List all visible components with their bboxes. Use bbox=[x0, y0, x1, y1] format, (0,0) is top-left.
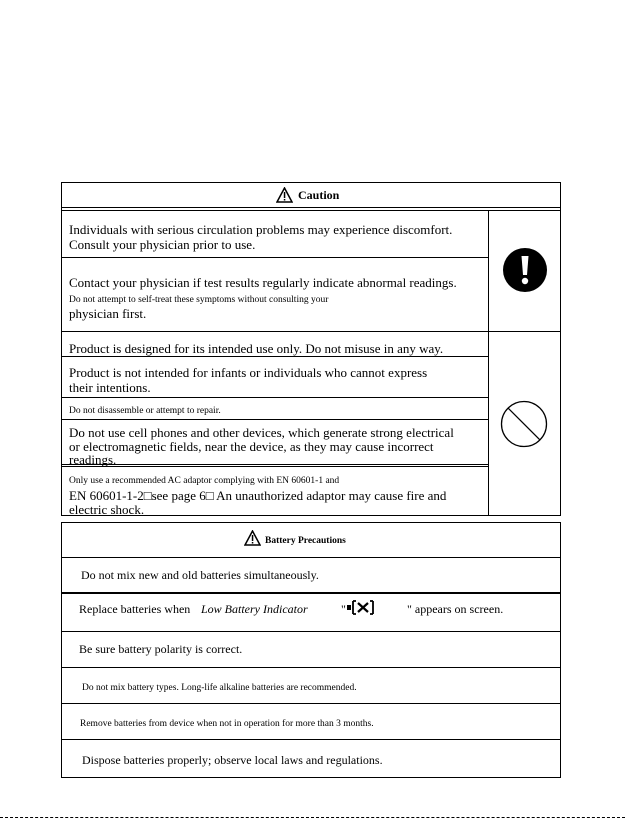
battery-row-2-italic: Low Battery Indicator bbox=[201, 602, 308, 616]
caution-row-2-tail: physician first. bbox=[69, 306, 147, 321]
battery-row-5: Remove batteries from device when not in operation for more than 3 months. bbox=[80, 719, 374, 729]
battery-row-6: Dispose batteries properly; observe local laws and regulations. bbox=[82, 753, 383, 767]
exclamation-icon bbox=[502, 247, 548, 293]
battery-row-2-text: Replace batteries when bbox=[79, 602, 191, 616]
low-battery-indicator-icon bbox=[347, 599, 379, 617]
battery-row-2-quote-close: " appears on screen. bbox=[407, 602, 504, 616]
warning-triangle-icon bbox=[276, 187, 293, 203]
caution-row-4-line-1: Product is not intended for infants or individuals who cannot express bbox=[69, 365, 428, 380]
prohibition-icon bbox=[500, 400, 548, 448]
caution-row-4-line-2: their intentions. bbox=[69, 380, 151, 395]
battery-row-4: Do not mix battery types. Long-life alkaline batteries are recommended. bbox=[82, 683, 357, 693]
caution-title: Caution bbox=[298, 188, 340, 202]
battery-title: Battery Precautions bbox=[265, 536, 346, 546]
caution-row-6-line-2: or electromagnetic fields, near the device, as they may cause incorrect bbox=[69, 439, 434, 454]
battery-row-2-quote-open: " bbox=[341, 602, 346, 616]
page-bottom-rule bbox=[0, 817, 625, 818]
caution-row-2-small: Do not attempt to self-treat these symptoms without consulting your bbox=[69, 295, 329, 305]
caution-row-6-line-1: Do not use cell phones and other devices, which generate strong electrical bbox=[69, 425, 454, 440]
warning-triangle-icon bbox=[244, 530, 261, 546]
caution-row-6-line-3: readings. bbox=[69, 452, 117, 467]
caution-row-7-line-2: electric shock. bbox=[69, 502, 145, 517]
caution-row-5-small: Do not disassemble or attempt to repair. bbox=[69, 406, 221, 416]
caution-row-7-small: Only use a recommended AC adaptor complying with EN 60601-1 and bbox=[69, 476, 340, 486]
caution-row-1-line-1: Individuals with serious circulation problems may experience discomfort. bbox=[69, 222, 453, 237]
battery-row-1: Do not mix new and old batteries simultaneously. bbox=[81, 568, 319, 582]
caution-row-1-line-2: Consult your physician prior to use. bbox=[69, 237, 256, 252]
caution-row-3-line-1: Product is designed for its intended use only. Do not misuse in any way. bbox=[69, 341, 444, 356]
caution-row-2-line-1: Contact your physician if test results regularly indicate abnormal readings. bbox=[69, 275, 457, 290]
battery-row-3: Be sure battery polarity is correct. bbox=[79, 642, 243, 656]
caution-row-7-line-1: EN 60601-1-2□see page 6□ An unauthorized adaptor may cause fire and bbox=[69, 488, 447, 503]
